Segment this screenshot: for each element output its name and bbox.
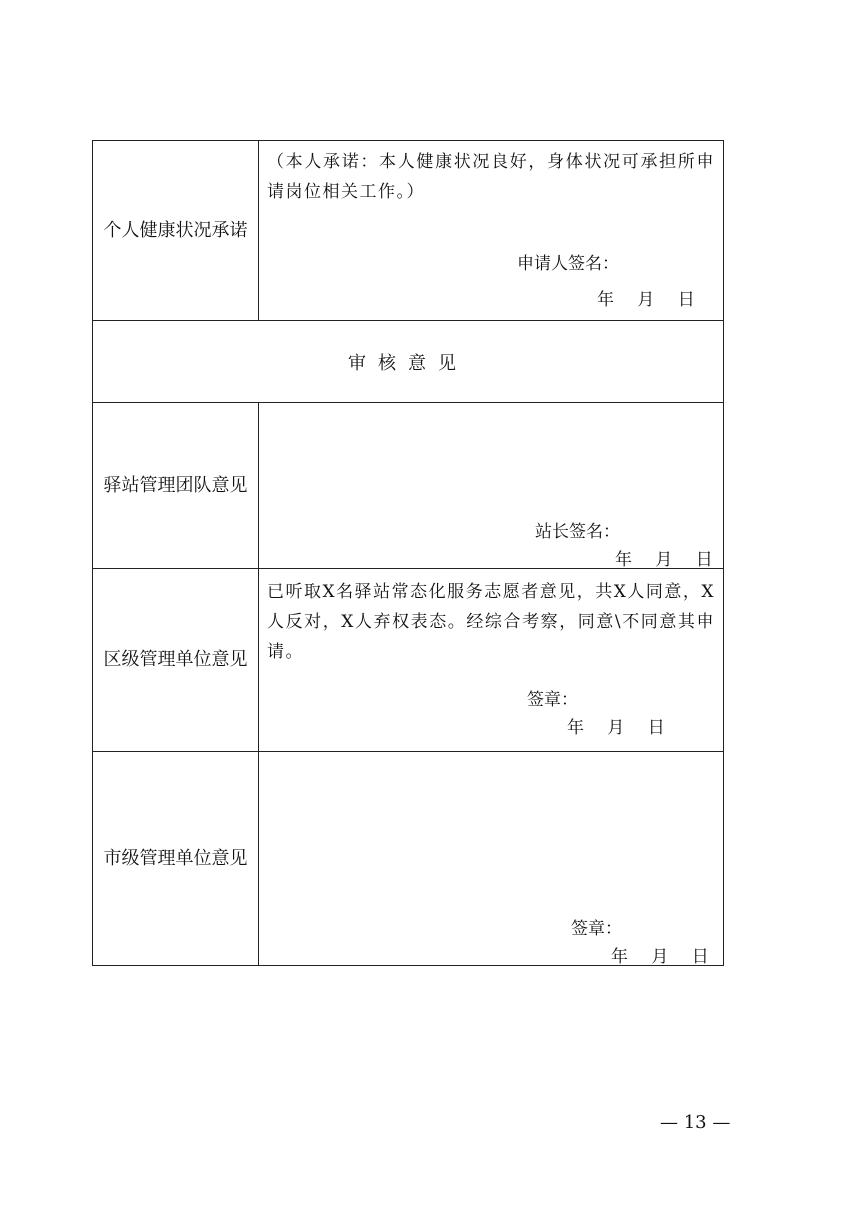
district-opinion-row: [92, 569, 724, 752]
district-seal-label: 签章：: [527, 690, 578, 710]
station-opinion-label: 驿站管理团队意见: [93, 403, 259, 568]
review-section-title: 审核意见: [348, 352, 468, 374]
city-opinion-row: [92, 752, 724, 966]
station-opinion-row: [92, 403, 724, 569]
health-pledge-row: [92, 140, 724, 321]
applicant-signature-label: 申请人签名：: [517, 254, 619, 274]
city-opinion-label: 市级管理单位意见: [93, 752, 259, 965]
station-head-signature-label: 站长签名：: [535, 522, 620, 542]
city-seal-label: 签章：: [571, 919, 622, 939]
district-opinion-text: 已听取X名驿站常态化服务志愿者意见，共X人同意，X人反对，X人弃权表态。经综合考察，同意\不同意其申请。: [267, 582, 715, 662]
station-date-label: 年 月 日: [615, 550, 713, 570]
application-review-form: [92, 140, 724, 966]
health-pledge-label: 个人健康状况承诺: [93, 141, 259, 320]
district-opinion-content: [259, 569, 723, 751]
health-pledge-content: [259, 141, 723, 320]
city-opinion-content: [259, 752, 723, 965]
page-number: — 13 —: [660, 1112, 731, 1133]
district-date-label: 年 月 日: [567, 718, 665, 738]
health-pledge-text: （本人承诺：本人健康状况良好，身体状况可承担所申请岗位相关工作。）: [267, 152, 715, 202]
review-title-row: [92, 321, 724, 403]
station-opinion-content: [259, 403, 723, 568]
district-opinion-label: 区级管理单位意见: [93, 569, 259, 751]
city-date-label: 年 月 日: [611, 947, 709, 967]
applicant-date-label: 年 月 日: [597, 290, 695, 310]
